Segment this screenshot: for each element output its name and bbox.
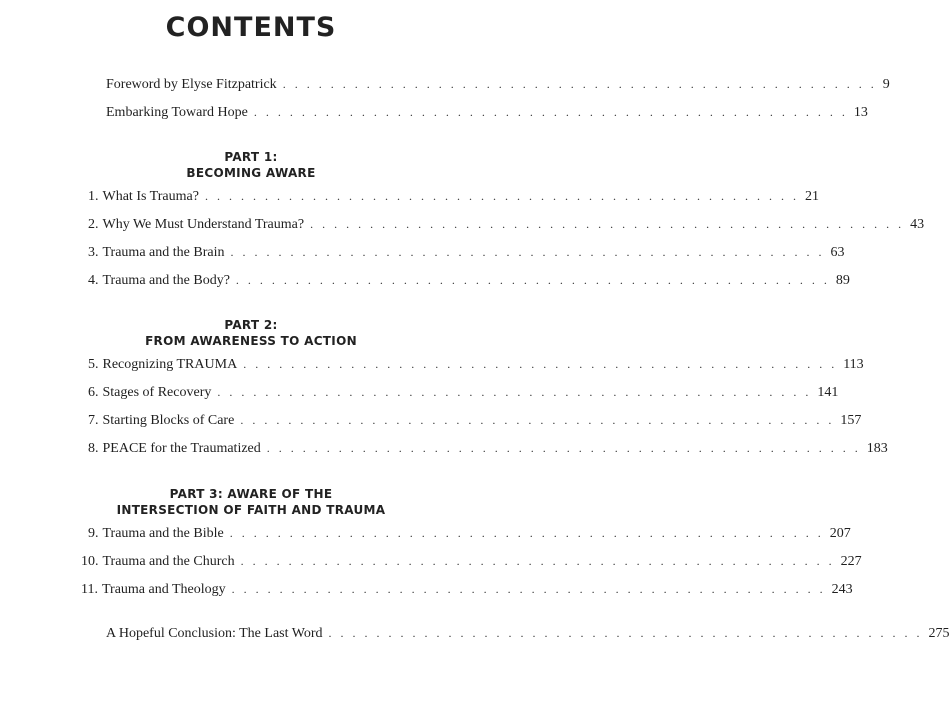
entry-label: Starting Blocks of Care (102, 413, 235, 428)
entry-label: What Is Trauma? (102, 189, 199, 204)
chapter-number: 10. (81, 554, 99, 569)
dot-leader: . . . . . . . . . . . . . . . . . . . . . . . . . . . . . . . . . . . . . . . . . . . . . . . . . . (231, 582, 826, 596)
entry-page-number: 141 (817, 385, 839, 400)
toc-entry-chapter-1[interactable] (88, 189, 819, 209)
entry-page-number: 89 (835, 273, 850, 288)
dot-leader: . . . . . . . . . . . . . . . . . . . . . . . . . . . . . . . . . . . . . . . . . . . . . . . . . . (310, 217, 905, 231)
dot-leader: . . . . . . . . . . . . . . . . . . . . . . . . . . . . . . . . . . . . . . . . . . . . . . . . . . (240, 413, 835, 427)
toc-entry-chapter-7[interactable] (88, 413, 862, 433)
entry-page-number: 183 (866, 441, 888, 456)
part-title: BECOMING AWARE (186, 166, 316, 180)
entry-label: Stages of Recovery (102, 385, 212, 400)
toc-entry-chapter-3[interactable] (88, 245, 845, 265)
part-title: INTERSECTION OF FAITH AND TRAUMA (116, 503, 386, 517)
page-title: CONTENTS (165, 12, 337, 43)
entry-label: Embarking Toward Hope (106, 105, 248, 120)
part-label: PART 3: AWARE OF THE (169, 487, 333, 501)
part-heading-3 (0, 486, 502, 518)
toc-entry-chapter-2[interactable] (88, 217, 925, 237)
dot-leader: . . . . . . . . . . . . . . . . . . . . . . . . . . . . . . . . . . . . . . . . . . . . . . . . . . (229, 526, 824, 540)
chapter-number: 2. (88, 217, 99, 232)
entry-label: PEACE for the Traumatized (102, 441, 261, 456)
entry-label: A Hopeful Conclusion: The Last Word (106, 626, 323, 641)
dot-leader: . . . . . . . . . . . . . . . . . . . . . . . . . . . . . . . . . . . . . . . . . . . . . . . . . . (217, 385, 812, 399)
entry-page-number: 9 (882, 77, 890, 92)
toc-entry-foreword[interactable] (106, 77, 890, 97)
entry-page-number: 21 (804, 189, 819, 204)
entry-label: Trauma and the Body? (102, 273, 230, 288)
entry-page-number: 63 (830, 245, 845, 260)
entry-label: Why We Must Understand Trauma? (102, 217, 305, 232)
toc-entry-chapter-5[interactable] (88, 357, 864, 377)
part-title: FROM AWARENESS TO ACTION (145, 334, 357, 348)
dot-leader: . . . . . . . . . . . . . . . . . . . . . . . . . . . . . . . . . . . . . . . . . . . . . . . . . . (328, 626, 923, 640)
chapter-number: 3. (88, 245, 99, 260)
toc-entry-chapter-4[interactable] (88, 273, 850, 293)
entry-label: Trauma and the Bible (102, 526, 224, 541)
toc-entry-chapter-10[interactable] (81, 554, 862, 574)
dot-leader: . . . . . . . . . . . . . . . . . . . . . . . . . . . . . . . . . . . . . . . . . . . . . . . . . . (282, 77, 877, 91)
dot-leader: . . . . . . . . . . . . . . . . . . . . . . . . . . . . . . . . . . . . . . . . . . . . . . . . . . (240, 554, 835, 568)
entry-label: Trauma and the Church (102, 554, 235, 569)
entry-page-number: 275 (928, 626, 950, 641)
entry-page-number: 43 (910, 217, 925, 232)
entry-page-number: 243 (831, 582, 853, 597)
dot-leader: . . . . . . . . . . . . . . . . . . . . . . . . . . . . . . . . . . . . . . . . . . . . . . . . . . (253, 105, 848, 119)
chapter-number: 1. (88, 189, 99, 204)
toc-entry-embarking[interactable] (106, 105, 868, 125)
toc-entry-chapter-11[interactable] (81, 582, 853, 602)
chapter-number: 7. (88, 413, 99, 428)
toc-entry-chapter-9[interactable] (88, 526, 851, 546)
dot-leader: . . . . . . . . . . . . . . . . . . . . . . . . . . . . . . . . . . . . . . . . . . . . . . . . . . (230, 245, 825, 259)
entry-label: Foreword by Elyse Fitzpatrick (106, 77, 277, 92)
entry-page-number: 113 (843, 357, 864, 372)
entry-label: Trauma and Theology (101, 582, 226, 597)
toc-entry-chapter-6[interactable] (88, 385, 839, 405)
chapter-number: 5. (88, 357, 99, 372)
entry-page-number: 157 (840, 413, 862, 428)
toc-entry-chapter-8[interactable] (88, 441, 888, 461)
part-heading-2 (0, 317, 502, 349)
part-label: PART 2: (224, 318, 278, 332)
chapter-number: 11. (81, 582, 98, 597)
entry-page-number: 227 (840, 554, 862, 569)
part-label: PART 1: (224, 150, 278, 164)
part-heading-1 (0, 149, 502, 181)
chapter-number: 8. (88, 441, 99, 456)
dot-leader: . . . . . . . . . . . . . . . . . . . . . . . . . . . . . . . . . . . . . . . . . . . . . . . . . . (235, 273, 830, 287)
entry-label: Trauma and the Brain (102, 245, 225, 260)
entry-page-number: 13 (853, 105, 868, 120)
toc-entry-conclusion[interactable] (106, 626, 950, 646)
chapter-number: 4. (88, 273, 99, 288)
chapter-number: 6. (88, 385, 99, 400)
entry-page-number: 207 (829, 526, 851, 541)
dot-leader: . . . . . . . . . . . . . . . . . . . . . . . . . . . . . . . . . . . . . . . . . . . . . . . . . . (243, 357, 838, 371)
dot-leader: . . . . . . . . . . . . . . . . . . . . . . . . . . . . . . . . . . . . . . . . . . . . . . . . . . (266, 441, 861, 455)
entry-label: Recognizing TRAUMA (102, 357, 238, 372)
dot-leader: . . . . . . . . . . . . . . . . . . . . . . . . . . . . . . . . . . . . . . . . . . . . . . . . . . (204, 189, 799, 203)
chapter-number: 9. (88, 526, 99, 541)
